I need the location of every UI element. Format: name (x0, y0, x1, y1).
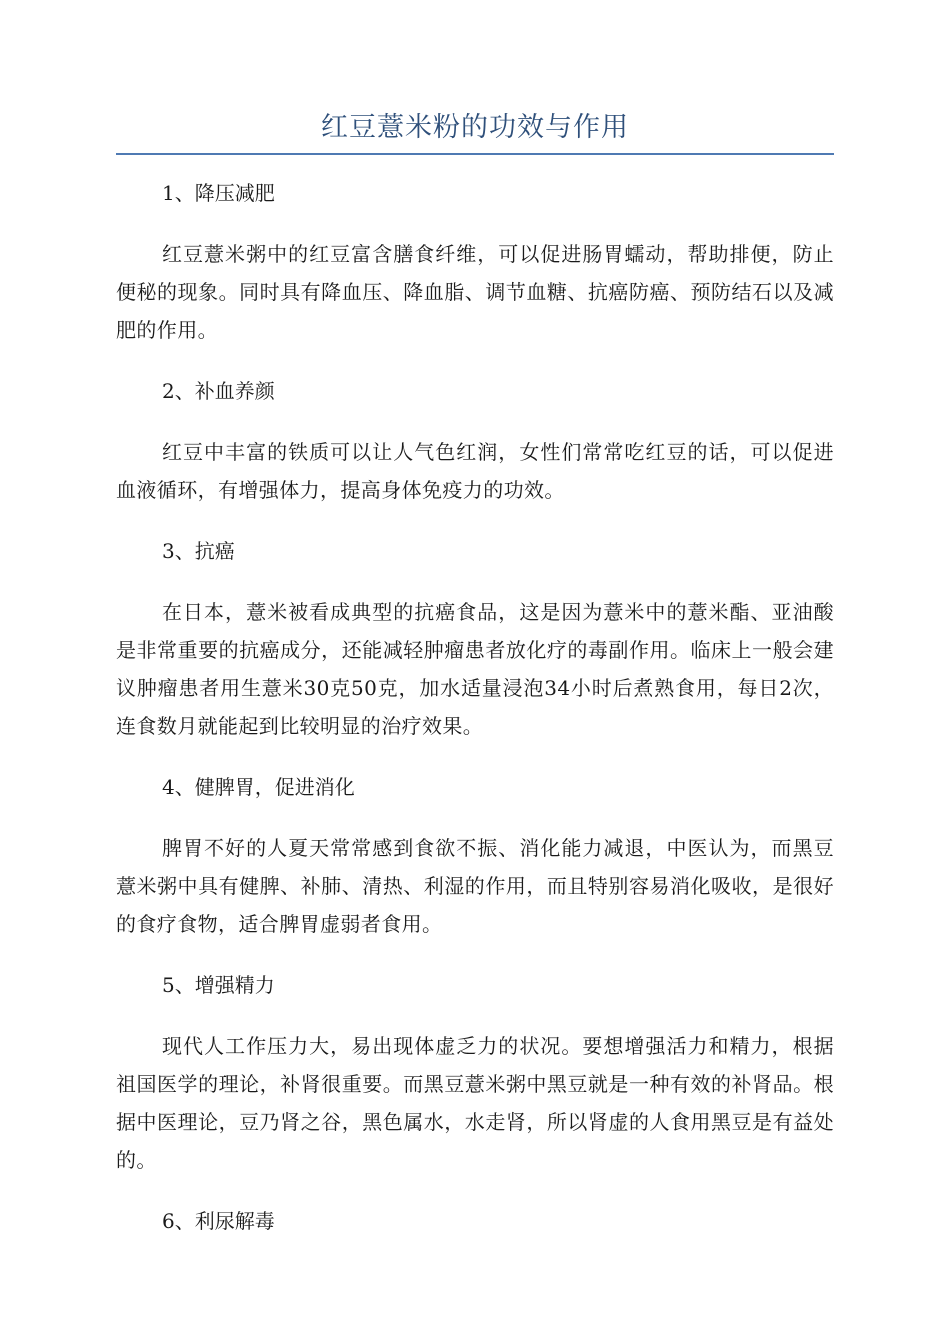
spacer (116, 410, 834, 433)
section-heading: 4、健脾胃，促进消化 (162, 775, 355, 799)
spacer (116, 1179, 834, 1202)
page-title: 红豆薏米粉的功效与作用 (321, 112, 629, 143)
section-heading: 2、补血养颜 (162, 379, 275, 403)
spacer (116, 509, 834, 532)
section-paragraph: 在日本，薏米被看成典型的抗癌食品，这是因为薏米中的薏米酯、亚油酸是非常重要的抗癌成分，还能减轻肿瘤患者放化疗的毒副作用。临床上一般会建议肿瘤患者用生薏米30克50克，加水适量浸泡34小时后煮熟食用，每日2次，连食数月就能起到比较明显的治疗效果。 (116, 600, 834, 738)
spacer (116, 212, 834, 235)
document-body (116, 174, 834, 1240)
section-heading: 1、降压减肥 (162, 181, 275, 205)
section-heading: 3、抗癌 (162, 539, 235, 563)
section-heading: 6、利尿解毒 (162, 1209, 275, 1233)
spacer (116, 349, 834, 372)
title-divider (116, 153, 834, 155)
section-paragraph: 现代人工作压力大，易出现体虚乏力的状况。要想增强活力和精力，根据祖国医学的理论，补肾很重要。而黑豆薏米粥中黑豆就是一种有效的补肾品。根据中医理论，豆乃肾之谷，黑色属水，水走肾，所以肾虚的人食用黑豆是有益处的。 (116, 1034, 834, 1172)
section-heading: 5、增强精力 (162, 973, 275, 997)
spacer (116, 570, 834, 593)
spacer (116, 1004, 834, 1027)
section-paragraph: 红豆中丰富的铁质可以让人气色红润，女性们常常吃红豆的话，可以促进血液循环，有增强体力，提高身体免疫力的功效。 (116, 440, 834, 502)
spacer (116, 806, 834, 829)
section-paragraph: 红豆薏米粥中的红豆富含膳食纤维，可以促进肠胃蠕动，帮助排便，防止便秘的现象。同时具有降血压、降血脂、调节血糖、抗癌防癌、预防结石以及减肥的作用。 (116, 242, 834, 342)
section-paragraph: 脾胃不好的人夏天常常感到食欲不振、消化能力减退，中医认为，而黑豆薏米粥中具有健脾、补肺、清热、利湿的作用，而且特别容易消化吸收，是很好的食疗食物，适合脾胃虚弱者食用。 (116, 836, 834, 936)
spacer (116, 745, 834, 768)
spacer (116, 943, 834, 966)
